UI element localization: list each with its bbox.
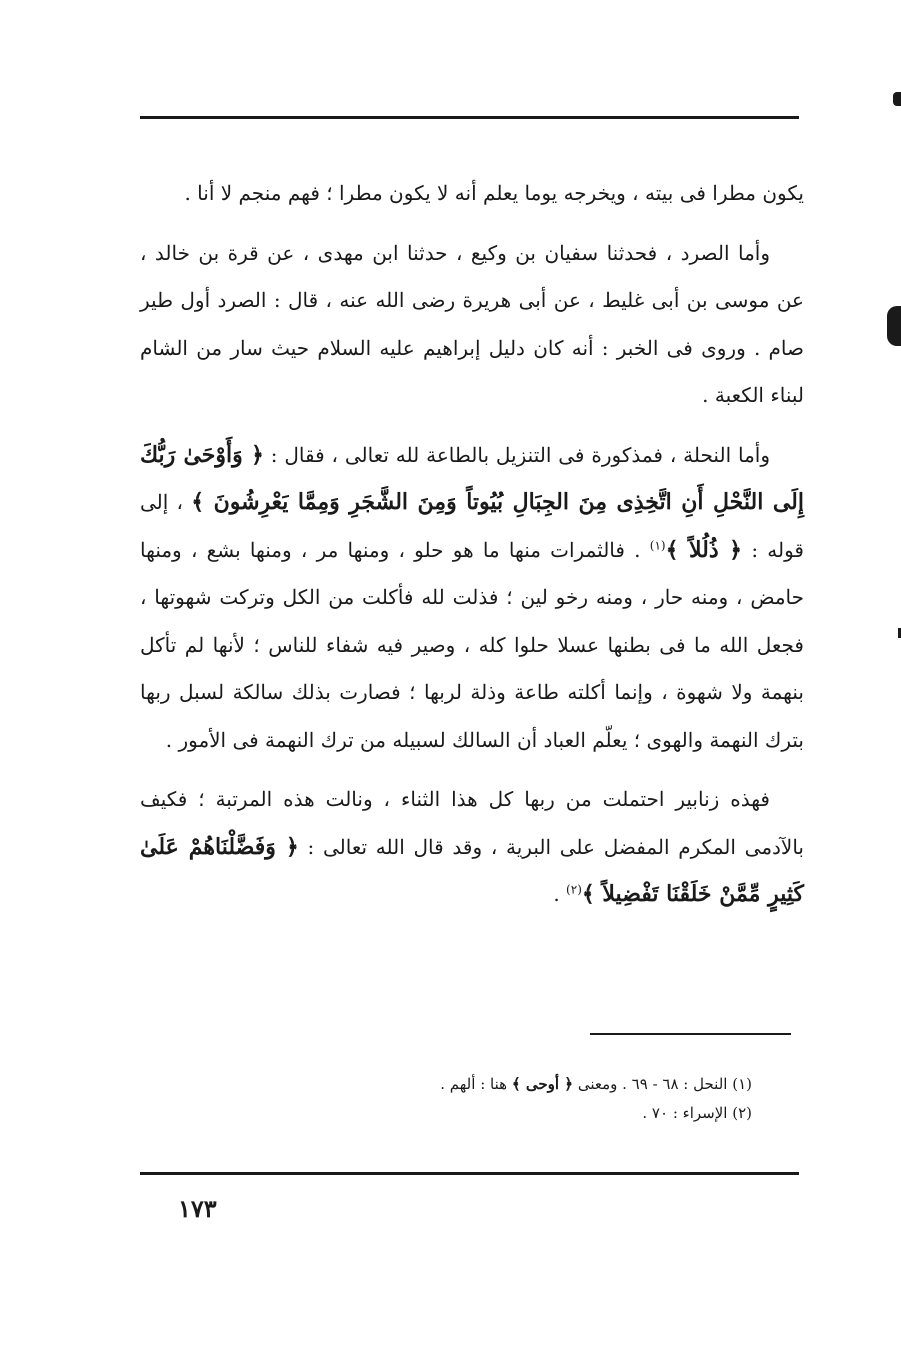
paragraph-text: . فالثمرات منها ما هو حلو ، ومنها مر ، ومنها بشع ، ومنها حامض ، ومنه حار ، ومنه رخو لين ؛ فذلت لله فأكلت من الكل وتركت شهوتها ، فجعل الله ما فى بطنها عسلا حلوا كله ، وصير فيه شفاء للناس ؛ لأنها لم تأكل بنهمة ولا شهوة ، وإنما أكلته طاعة وذلة لربها ؛ فصارت بذلك سالكة لسبل ربها بترك النهمة والهوى ؛ يعلّم العباد أن السالك لسبيله من ترك النهمة فى الأمور . <box>140 537 804 752</box>
footnote <box>300 1070 752 1099</box>
quran-verse: ﴿ ذُلُلاً ﴾ <box>665 536 743 563</box>
paragraph-text: ، إلى قوله : <box>140 490 804 562</box>
paragraph <box>140 230 804 420</box>
paragraph <box>140 170 804 218</box>
footnote-number: (١) <box>732 1075 752 1093</box>
header-rule <box>140 116 799 119</box>
quran-verse: ﴿ وَفَضَّلْنَاهُمْ عَلَىٰ كَثِيرٍ مِّمَّنْ خَلَقْنَا تَفْضِيلاً ﴾ <box>140 833 804 907</box>
scan-edge-mark <box>893 92 901 106</box>
paragraph-text: يكون مطرا فى بيته ، ويخرجه يوما يعلم أنه لا يكون مطرا ؛ فهم منجم لا أنا . <box>184 181 804 205</box>
footnote <box>300 1099 752 1128</box>
footer-rule <box>140 1172 799 1175</box>
quran-word: ﴿ أوحى ﴾ <box>511 1075 574 1093</box>
footnotes <box>300 1070 752 1128</box>
footnote-separator <box>590 1033 791 1035</box>
footnote-text: الإسراء : ٧٠ . <box>642 1104 728 1122</box>
quran-verse: ﴿ وَأَوْحَىٰ رَبُّكَ إِلَى النَّحْلِ أَنِ اتَّخِذِى مِنَ الجِبَالِ بُيُوتاً وَمِنَ الشَّجَرِ وَمِمَّا يَعْرِشُونَ ﴾ <box>140 441 804 515</box>
footnote-number: (٢) <box>732 1104 752 1122</box>
scan-edge-mark <box>887 306 901 346</box>
paragraph <box>140 432 804 765</box>
footnote-ref: (٢) <box>566 882 582 897</box>
paragraph-text: فهذه زنابير احتملت من ربها كل هذا الثناء ، ونالت هذه المرتبة ؛ فكيف بالآدمى المكرم المفضل على البرية ، وقد قال الله تعالى : <box>140 787 805 859</box>
footnote-ref: (١) <box>649 537 666 552</box>
paragraph-text: وأما النحلة ، فمذكورة فى التنزيل بالطاعة لله تعالى ، فقال : <box>270 442 771 467</box>
footnote-text: النحل : ٦٨ - ٦٩ . ومعنى <box>577 1075 728 1093</box>
footnote-text: هنا : ألهم . <box>440 1075 508 1093</box>
page-number: ١٧٣ <box>178 1194 217 1223</box>
paragraph-text: وأما الصرد ، فحدثنا سفيان بن وكيع ، حدثنا ابن مهدى ، عن قرة بن خالد ، عن موسى بن أبى غليط ، عن أبى هريرة رضى الله عنه ، قال : الصرد أول طير صام . وروى فى الخبر : أنه كان دليل إبراهيم عليه السلام حيث سار من الشام لبناء الكعبة . <box>140 240 804 407</box>
paragraph-text: . <box>553 882 560 906</box>
paragraph <box>140 776 804 919</box>
main-text <box>140 170 804 931</box>
